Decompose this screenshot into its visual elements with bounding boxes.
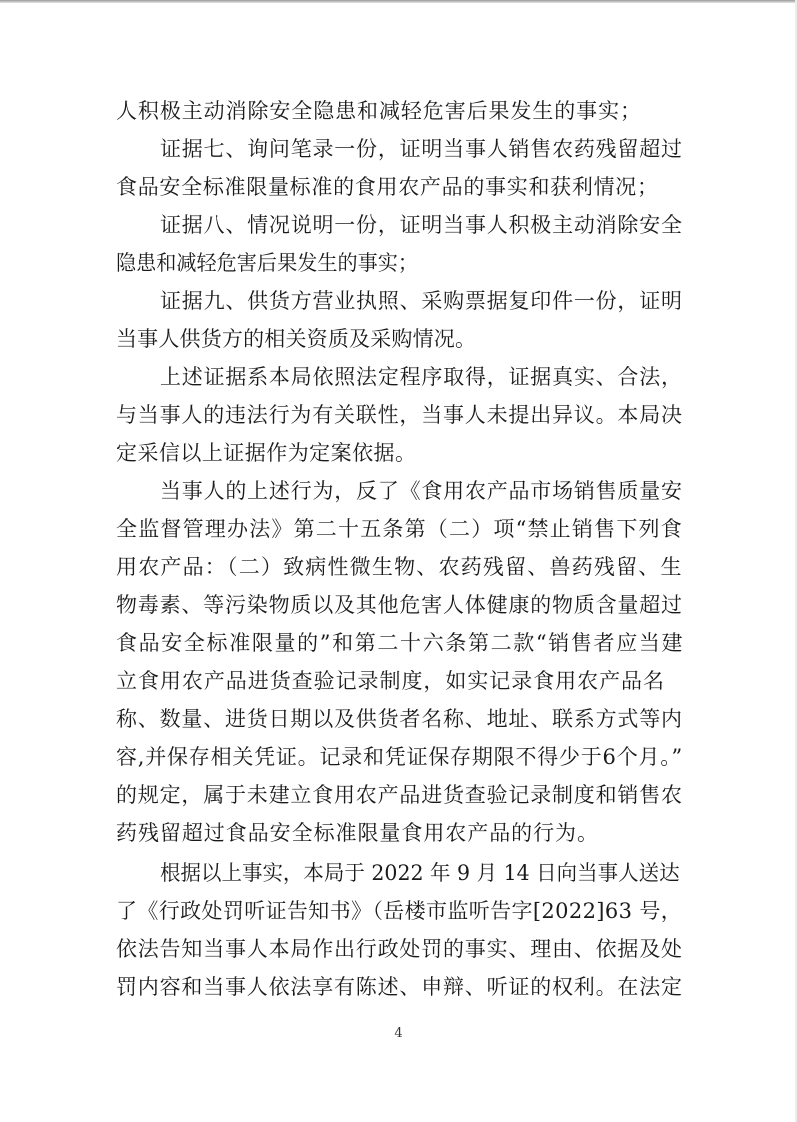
body-line: 了《行政处罚听证告知书》（岳楼市监听告字[2022]63 号， — [116, 899, 683, 923]
body-line: 用农产品：（二）致病性微生物、农药残留、兽药残留、生 — [116, 555, 683, 579]
body-line: 当事人的上述行为，反了《食用农产品市场销售质量安 — [160, 479, 683, 503]
body-line: 食品安全标准限量的”和第二十六条第二款“销售者应当建 — [116, 631, 685, 655]
body-line: 上述证据系本局依照法定程序取得，证据真实、合法， — [160, 365, 683, 389]
body-line: 物毒素、等污染物质以及其他危害人体健康的物质含量超过 — [116, 593, 683, 617]
body-line: 隐患和减轻危害后果发生的事实； — [116, 251, 418, 275]
body-line: 人积极主动消除安全隐患和减轻危害后果发生的事实； — [116, 99, 642, 123]
body-line: 食品安全标准限量标准的食用农产品的事实和获利情况； — [116, 175, 659, 199]
body-line: 的规定，属于未建立食用农产品进货查验记录制度和销售农 — [116, 783, 683, 807]
body-line: 与当事人的违法行为有关联性，当事人未提出异议。本局决 — [116, 403, 683, 427]
body-line: 全监督管理办法》第二十五条第（二）项“禁止销售下列食 — [116, 517, 683, 541]
body-line: 根据以上事实，本局于 2022 年 9 月 14 日向当事人送达 — [160, 861, 680, 885]
body-line: 容,并保存相关凭证。记录和凭证保存期限不得少于6个月。” — [116, 745, 684, 769]
body-line: 定采信以上证据作为定案依据。 — [116, 441, 417, 465]
body-line: 依法告知当事人本局作出行政处罚的事实、理由、依据及处 — [116, 937, 683, 961]
body-line: 药残留超过食品安全标准限量食用农产品的行为。 — [116, 821, 599, 845]
body-line: 证据九、供货方营业执照、采购票据复印件一份，证明 — [160, 289, 683, 313]
body-line: 罚内容和当事人依法享有陈述、申辩、听证的权利。在法定 — [116, 975, 683, 999]
body-line: 证据七、询问笔录一份，证明当事人销售农药残留超过 — [160, 137, 683, 161]
body-line: 当事人供货方的相关资质及采购情况。 — [116, 327, 477, 351]
body-line: 证据八、情况说明一份，证明当事人积极主动消除安全 — [160, 213, 683, 237]
page-number: 4 — [394, 1026, 403, 1041]
body-line: 立食用农产品进货查验记录制度，如实记录食用农产品名 — [116, 669, 665, 693]
body-line: 称、数量、进货日期以及供货者名称、地址、联系方式等内 — [116, 707, 683, 731]
